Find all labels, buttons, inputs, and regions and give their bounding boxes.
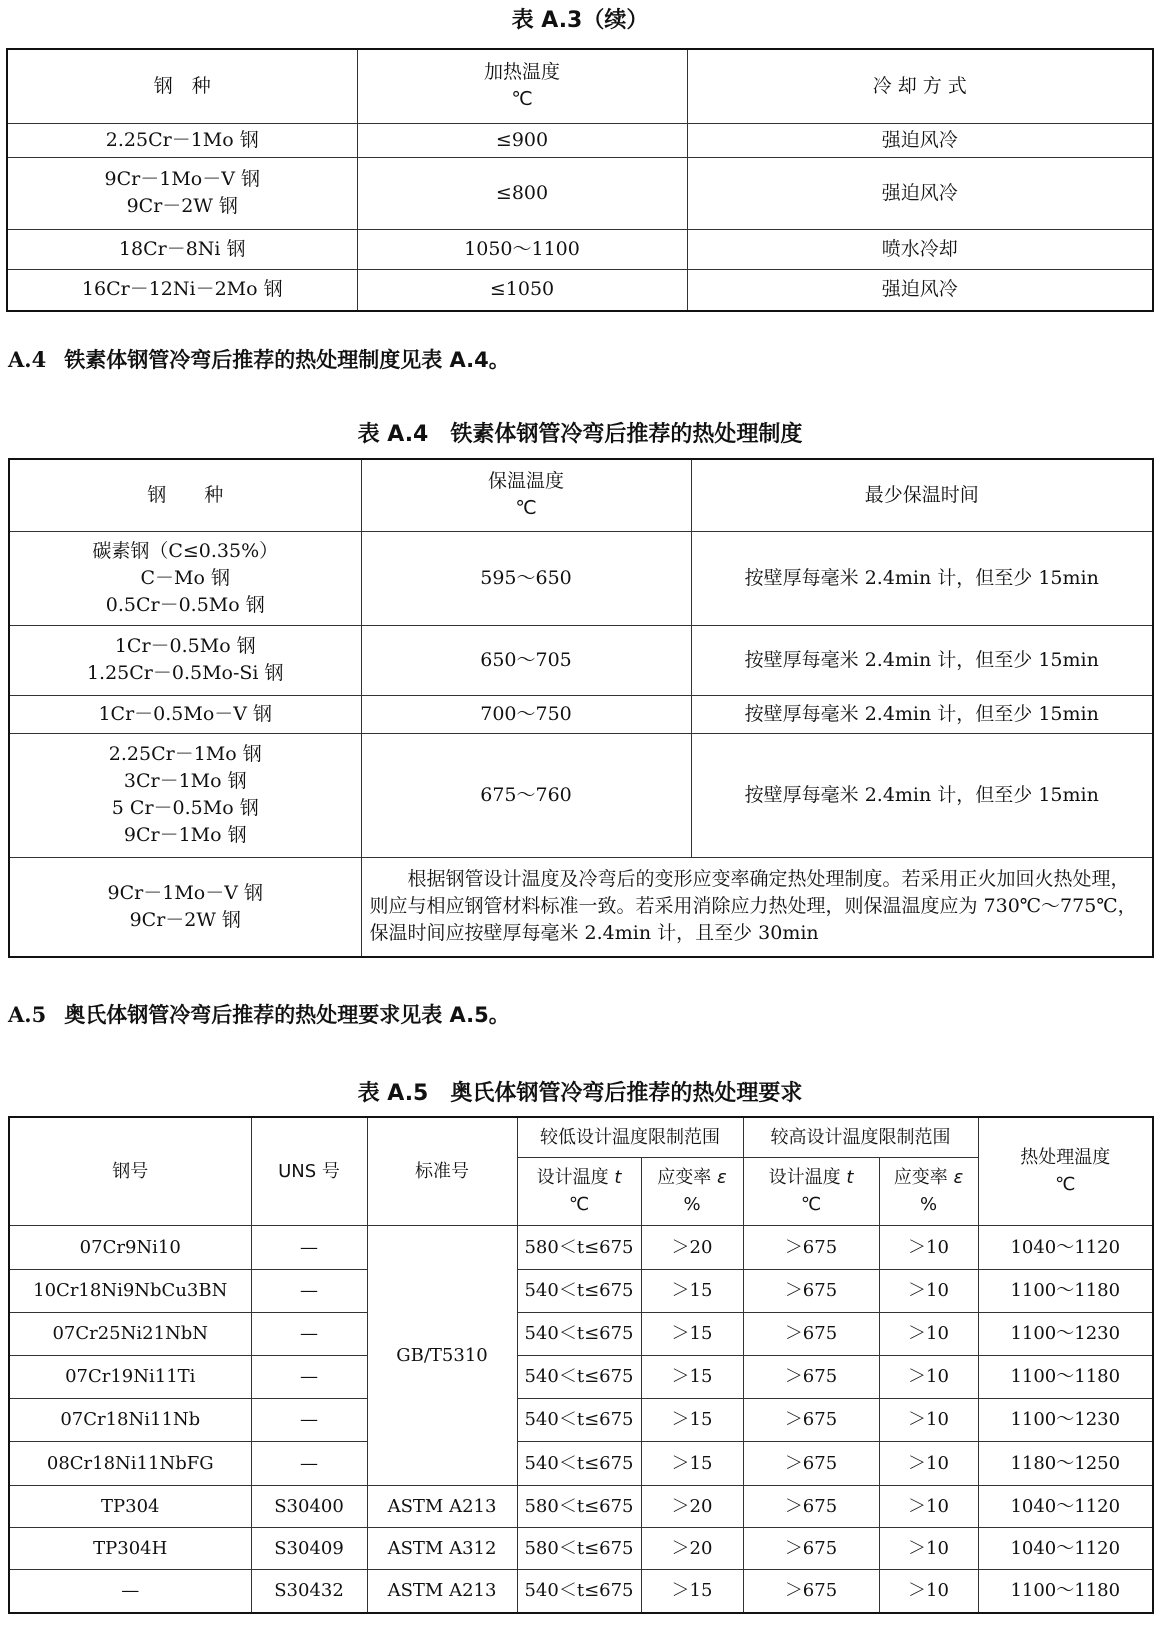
table-row [9,1485,1153,1527]
cell-grade: 08Cr18Ni11NbFG [9,1441,251,1485]
cell-high-strain: ＞10 [879,1225,978,1269]
cell-time: 按壁厚每毫米 2.4min 计，但至少 15min [691,625,1153,695]
cell-grade: 07Cr25Ni21NbN [9,1312,251,1355]
cell-time: 按壁厚每毫米 2.4min 计，但至少 15min [691,733,1153,857]
section-number: A.4 [8,347,47,372]
cell-temp: 675～760 [361,733,691,857]
cell-grade: 07Cr18Ni11Nb [9,1398,251,1441]
header-cooling: 冷 却 方 式 [687,49,1153,123]
cell-high-strain: ＞10 [879,1569,978,1613]
table-row [9,1312,1153,1355]
cell-low-temp: 540＜t≤675 [517,1355,641,1398]
cell-grade: — [9,1569,251,1613]
table-row [9,1527,1153,1569]
cell-low-strain: ＞15 [641,1569,743,1613]
cell-uns: S30432 [251,1569,367,1613]
cell-grade: TP304 [9,1485,251,1527]
cell-steel: 1Cr－0.5Mo 钢 1.25Cr－0.5Mo-Si 钢 [9,625,361,695]
table-a3 [6,48,1154,312]
section-text: 铁素体钢管冷弯后推荐的热处理制度见表 A.4。 [64,348,510,372]
cell-high-strain: ＞10 [879,1527,978,1569]
cell-low-strain: ＞20 [641,1485,743,1527]
cell-low-strain: ＞15 [641,1269,743,1312]
cell-steel: 16Cr－12Ni－2Mo 钢 [7,269,357,311]
header-steel: 钢 种 [7,49,357,123]
table-row [9,1398,1153,1441]
section-text: 奥氏体钢管冷弯后推荐的热处理要求见表 A.5。 [64,1003,510,1027]
cell-low-temp: 540＜t≤675 [517,1398,641,1441]
cell-standard: ASTM A312 [367,1527,517,1569]
cell-heat-temp: 1040～1120 [978,1485,1153,1527]
cell-high-temp: ＞675 [743,1441,879,1485]
table-a3-caption: 表 A.3（续） [511,8,649,33]
table-row [9,1225,1153,1269]
cell-high-temp: ＞675 [743,1398,879,1441]
table-row [9,1441,1153,1485]
cell-grade: 07Cr19Ni11Ti [9,1355,251,1398]
cell-heat-temp: 1100～1230 [978,1398,1153,1441]
header-heat-temp: 热处理温度 ℃ [978,1117,1153,1225]
cell-uns: S30400 [251,1485,367,1527]
header-standard: 标准号 [367,1117,517,1225]
cell-high-strain: ＞10 [879,1398,978,1441]
cell-low-temp: 540＜t≤675 [517,1569,641,1613]
header-low-strain: 应变率 ε % [641,1157,743,1225]
cell-uns: S30409 [251,1527,367,1569]
cell-cooling: 强迫风冷 [687,157,1153,229]
cell-heat-treatment-note: 根据钢管设计温度及冷弯后的变形应变率确定热处理制度。若采用正火加回火热处理，则应与相应钢管材料标准一致。若采用消除应力热处理，则保温温度应为 730℃～775℃，保温时间应按壁厚每毫米 2.4min 计，且至少 30min [361,857,1153,957]
cell-low-temp: 580＜t≤675 [517,1485,641,1527]
cell-low-strain: ＞15 [641,1441,743,1485]
table-a4-caption: 表 A.4 铁素体钢管冷弯后推荐的热处理制度 [357,422,803,447]
cell-temp: ≤800 [357,157,687,229]
cell-uns: — [251,1269,367,1312]
cell-temp: 650～705 [361,625,691,695]
cell-grade: TP304H [9,1527,251,1569]
cell-steel: 9Cr－1Mo－V 钢 9Cr－2W 钢 [7,157,357,229]
cell-low-strain: ＞20 [641,1225,743,1269]
cell-high-temp: ＞675 [743,1269,879,1312]
cell-heat-temp: 1100～1230 [978,1312,1153,1355]
cell-steel: 碳素钢（C≤0.35%） C－Mo 钢 0.5Cr－0.5Mo 钢 [9,531,361,625]
cell-low-strain: ＞15 [641,1398,743,1441]
header-holding-temp: 保温温度 ℃ [361,459,691,531]
cell-heat-temp: 1100～1180 [978,1355,1153,1398]
cell-temp: ≤900 [357,123,687,157]
cell-grade: 10Cr18Ni9NbCu3BN [9,1269,251,1312]
header-min-holding-time: 最少保温时间 [691,459,1153,531]
cell-uns: — [251,1441,367,1485]
cell-cooling: 强迫风冷 [687,269,1153,311]
cell-high-temp: ＞675 [743,1527,879,1569]
cell-temp: ≤1050 [357,269,687,311]
cell-heat-temp: 1100～1180 [978,1269,1153,1312]
cell-uns: — [251,1398,367,1441]
header-steel: 钢 种 [9,459,361,531]
cell-high-temp: ＞675 [743,1225,879,1269]
cell-low-temp: 580＜t≤675 [517,1527,641,1569]
cell-high-strain: ＞10 [879,1355,978,1398]
section-a5-paragraph [8,1000,510,1030]
cell-high-temp: ＞675 [743,1312,879,1355]
cell-temp: 595～650 [361,531,691,625]
cell-steel: 9Cr－1Mo－V 钢 9Cr－2W 钢 [9,857,361,957]
cell-high-strain: ＞10 [879,1312,978,1355]
header-high-range: 较高设计温度限制范围 [743,1117,978,1157]
header-uns: UNS 号 [251,1117,367,1225]
cell-steel: 2.25Cr－1Mo 钢 [7,123,357,157]
cell-standard-gb: GB/T5310 [367,1225,517,1485]
cell-high-strain: ＞10 [879,1485,978,1527]
cell-low-strain: ＞15 [641,1355,743,1398]
cell-low-temp: 540＜t≤675 [517,1269,641,1312]
cell-time: 按壁厚每毫米 2.4min 计，但至少 15min [691,695,1153,733]
table-a4 [8,458,1154,958]
cell-uns: — [251,1225,367,1269]
cell-high-temp: ＞675 [743,1355,879,1398]
header-high-design-temp: 设计温度 t ℃ [743,1157,879,1225]
header-grade: 钢号 [9,1117,251,1225]
cell-steel: 18Cr－8Ni 钢 [7,229,357,269]
cell-low-temp: 540＜t≤675 [517,1312,641,1355]
section-number: A.5 [8,1002,47,1027]
cell-steel: 2.25Cr－1Mo 钢 3Cr－1Mo 钢 5 Cr－0.5Mo 钢 9Cr－1Mo 钢 [9,733,361,857]
table-row [9,1355,1153,1398]
cell-standard: ASTM A213 [367,1485,517,1527]
cell-heat-temp: 1040～1120 [978,1225,1153,1269]
header-low-range: 较低设计温度限制范围 [517,1117,743,1157]
cell-heat-temp: 1100～1180 [978,1569,1153,1613]
cell-low-temp: 580＜t≤675 [517,1225,641,1269]
cell-high-strain: ＞10 [879,1269,978,1312]
header-high-strain: 应变率 ε % [879,1157,978,1225]
cell-heat-temp: 1180～1250 [978,1441,1153,1485]
table-a5 [8,1116,1154,1614]
cell-high-temp: ＞675 [743,1569,879,1613]
cell-low-temp: 540＜t≤675 [517,1441,641,1485]
cell-low-strain: ＞20 [641,1527,743,1569]
cell-uns: — [251,1312,367,1355]
cell-cooling: 喷水冷却 [687,229,1153,269]
cell-heat-temp: 1040～1120 [978,1527,1153,1569]
header-heating-temp: 加热温度 ℃ [357,49,687,123]
cell-temp: 1050～1100 [357,229,687,269]
cell-standard: ASTM A213 [367,1569,517,1613]
cell-grade: 07Cr9Ni10 [9,1225,251,1269]
cell-time: 按壁厚每毫米 2.4min 计，但至少 15min [691,531,1153,625]
cell-temp: 700～750 [361,695,691,733]
table-a5-caption: 表 A.5 奥氏体钢管冷弯后推荐的热处理要求 [357,1081,803,1106]
cell-cooling: 强迫风冷 [687,123,1153,157]
cell-uns: — [251,1355,367,1398]
section-a4-paragraph [8,345,510,375]
cell-low-strain: ＞15 [641,1312,743,1355]
cell-steel: 1Cr－0.5Mo－V 钢 [9,695,361,733]
cell-high-strain: ＞10 [879,1441,978,1485]
header-low-design-temp: 设计温度 t ℃ [517,1157,641,1225]
cell-high-temp: ＞675 [743,1485,879,1527]
table-row [9,1569,1153,1613]
table-row [9,1269,1153,1312]
